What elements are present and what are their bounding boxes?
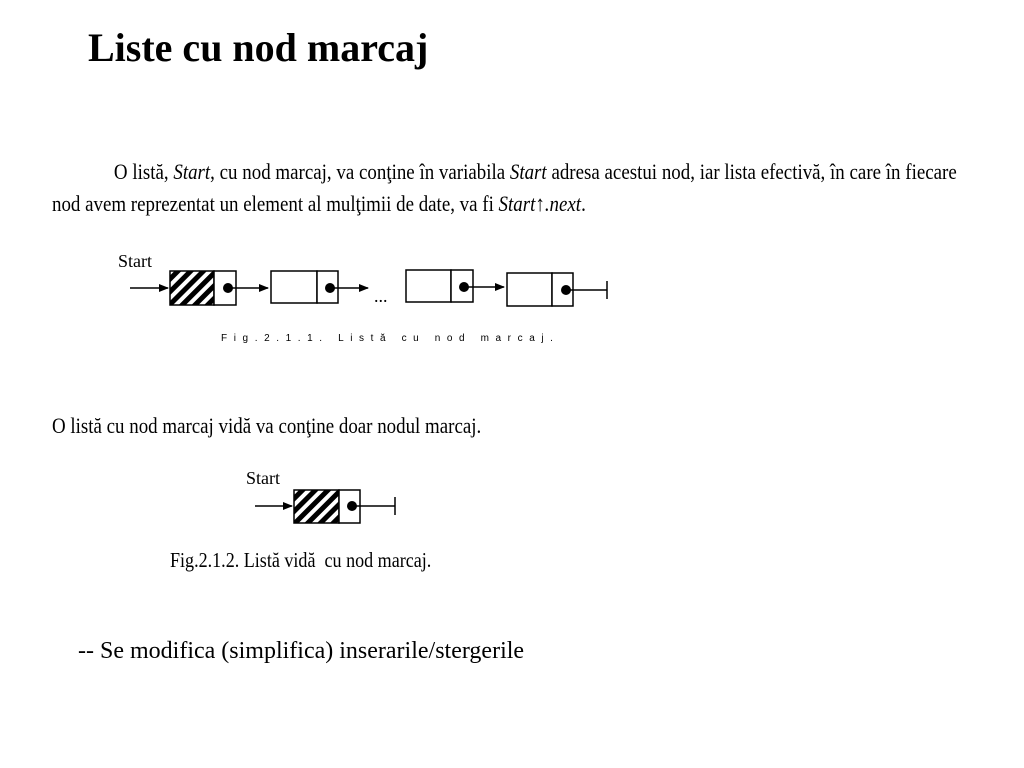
fig2-start-label: Start [246, 468, 280, 488]
para-text-3: adresa acestui nod, iar lista efectivă, în care în fiecare nod avem reprezentat un element al mulţimii de date, va fi [52, 159, 957, 216]
empty-list-paragraph: O listă cu nod marcaj vidă va conţine doar nodul marcaj. [52, 413, 482, 438]
para-start-1: Start [173, 159, 211, 184]
fig1-sentinel-node [170, 271, 268, 305]
fig1-list-node [271, 271, 368, 303]
para-text-4: . [581, 191, 586, 216]
fig2-sentinel-node [294, 490, 395, 523]
page-title: Liste cu nod marcaj [88, 25, 429, 70]
fig1-start-label: Start [118, 251, 152, 271]
figure-1-marked-list [118, 251, 607, 306]
para-start-3: Start [498, 191, 536, 216]
figure-1-caption: Fig.2.1.1. Listă cu nod marcaj. [221, 333, 560, 344]
bullet-note: -- Se modifica (simplifica) inserarile/stergerile [78, 638, 525, 664]
figure-2-empty-marked-list [246, 468, 395, 523]
fig1-list-node [406, 270, 504, 302]
para-start-2: Start [509, 159, 547, 184]
fig1-last-node [507, 273, 607, 306]
para-text-1: O listă, [113, 159, 174, 184]
figure-2-caption: Fig.2.1.2. Listă vidă cu nod marcaj. [170, 548, 432, 572]
fig1-ellipsis: ... [374, 286, 388, 306]
para-next: .next [544, 191, 582, 216]
up-arrow-icon: ↑ [535, 191, 545, 216]
para-text-2: , cu nod marcaj, va conţine în variabila [210, 159, 510, 184]
